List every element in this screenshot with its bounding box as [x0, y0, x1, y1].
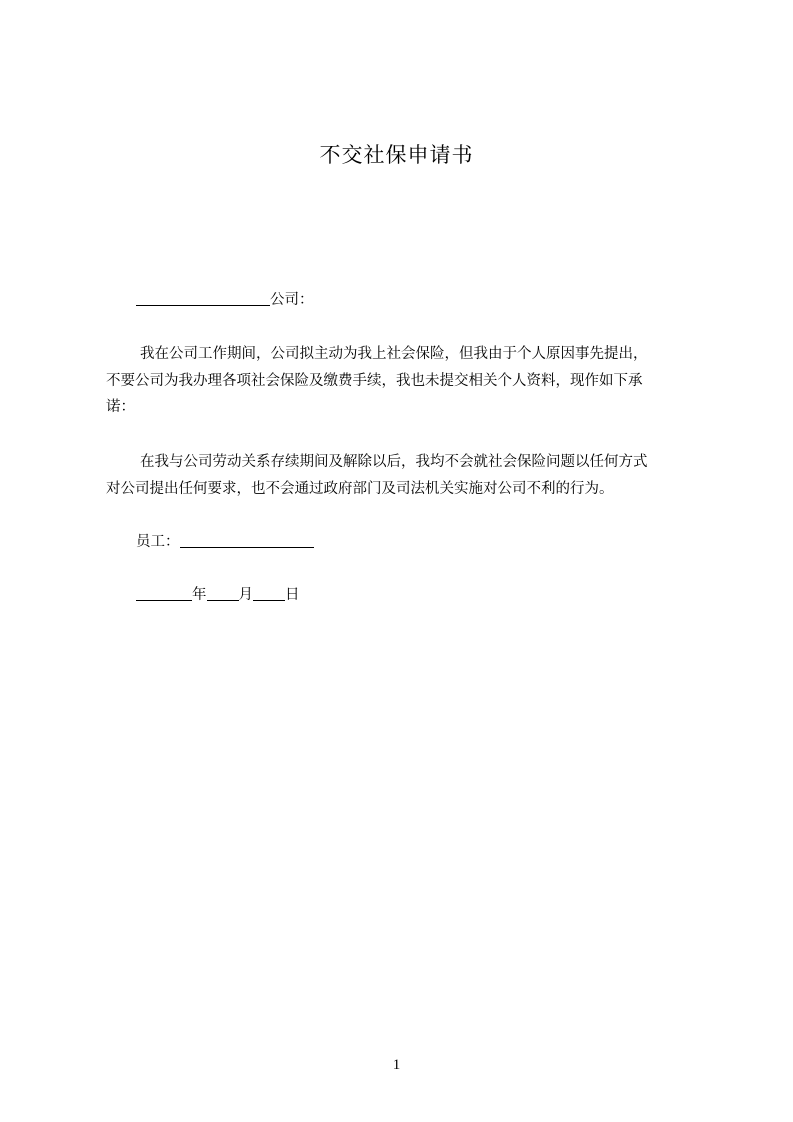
- document-title: 不交社保申请书: [319, 143, 474, 167]
- paragraph1-line2: 不要公司为我办理各项社会保险及缴费手续，我也未提交相关个人资料，现作如下承: [106, 373, 643, 389]
- paragraph1-line1: 我在公司工作期间，公司拟主动为我上社会保险，但我由于个人原因事先提出，: [140, 346, 648, 362]
- day-label: 日: [285, 587, 300, 603]
- date-line: [136, 584, 300, 606]
- paragraph2-line1: 在我与公司劳动关系存续期间及解除以后，我均不会就社会保险问题以任何方式: [140, 454, 648, 470]
- company-name-blank[interactable]: [136, 291, 270, 306]
- month-blank[interactable]: [207, 586, 239, 601]
- employee-signature-blank[interactable]: [180, 533, 314, 548]
- employee-line: [136, 531, 314, 553]
- month-label: 月: [238, 587, 253, 603]
- year-label: 年: [192, 587, 207, 603]
- employee-label: 员工：: [136, 534, 180, 550]
- company-line: [136, 289, 314, 311]
- year-blank[interactable]: [136, 586, 192, 601]
- page-number: 1: [392, 1057, 401, 1073]
- company-label: 公司：: [270, 292, 314, 308]
- day-blank[interactable]: [253, 586, 285, 601]
- paragraph1-line3: 诺：: [106, 399, 135, 415]
- paragraph2-line2: 对公司提出任何要求，也不会通过政府部门及司法机关实施对公司不利的行为。: [106, 481, 614, 497]
